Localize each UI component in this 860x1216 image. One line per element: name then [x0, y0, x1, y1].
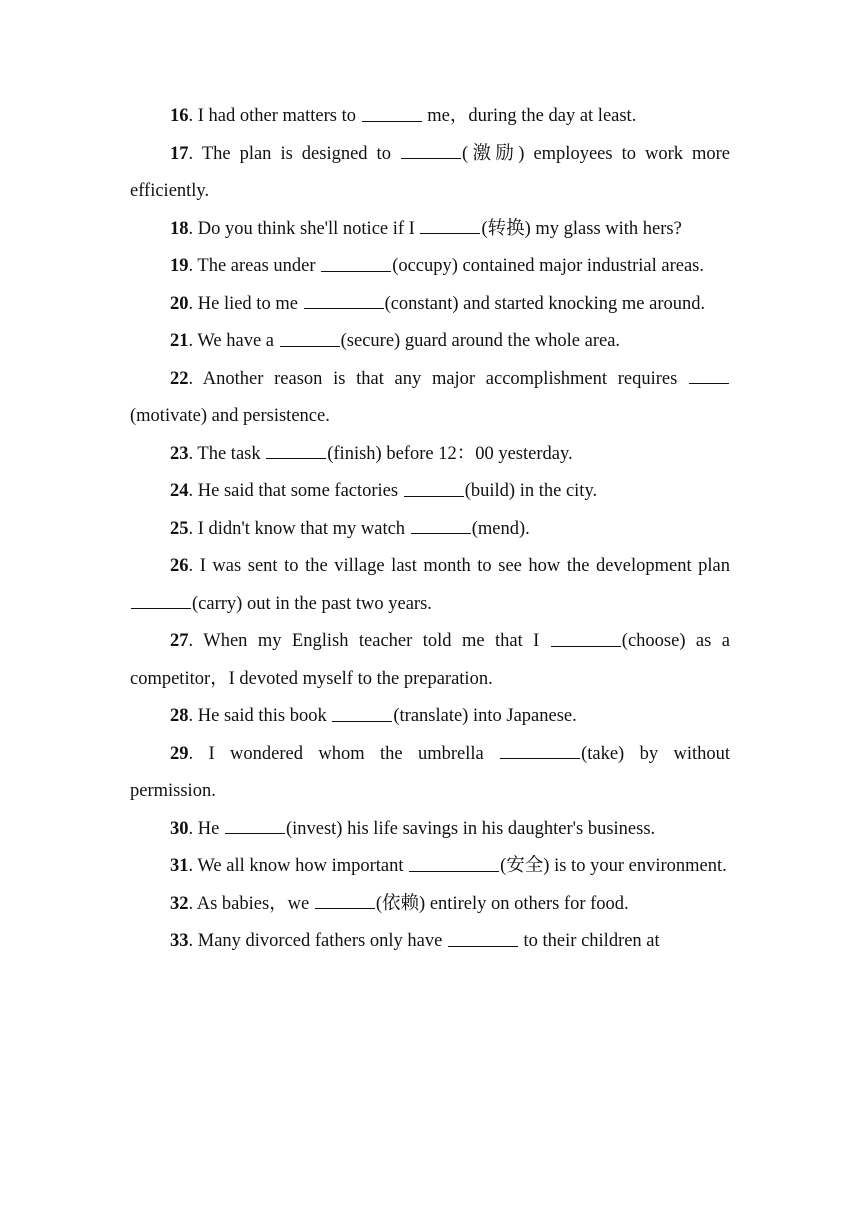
- question-number: [130, 856, 193, 876]
- question-text-after: (constant) and started knocking me around.: [384, 293, 706, 314]
- question-text-after: (invest) his life savings in his daughter's business.: [285, 818, 656, 839]
- question-number: [130, 819, 193, 839]
- question-number-text: 29: [170, 743, 189, 764]
- question-number: [130, 744, 193, 764]
- question-number-separator: .: [188, 293, 194, 314]
- answer-blank[interactable]: [409, 852, 499, 872]
- question-number-text: 30: [170, 818, 189, 839]
- question-text-after: (occupy) contained major industrial areas.: [392, 256, 704, 276]
- question-text-before: He: [197, 818, 224, 839]
- question-text-after: (激励) employees to work more efficiently.: [130, 143, 731, 201]
- question-item: [130, 511, 730, 549]
- question-number-text: 24: [170, 481, 189, 501]
- question-number-text: 25: [170, 518, 189, 539]
- question-text-before: He lied to me: [197, 293, 303, 314]
- question-number-separator: .: [188, 856, 194, 876]
- question-item: [130, 323, 730, 361]
- answer-blank[interactable]: [551, 627, 621, 647]
- question-text-after: (转换) my glass with hers?: [481, 218, 682, 239]
- question-text-after: (secure) guard around the whole area.: [340, 331, 621, 351]
- question-number: [130, 369, 193, 389]
- question-text-before: We have a: [197, 331, 279, 351]
- question-item: [130, 286, 730, 324]
- question-number-separator: .: [188, 481, 194, 501]
- answer-blank[interactable]: [411, 515, 471, 535]
- question-text-after: (依赖) entirely on others for food.: [375, 893, 629, 914]
- question-text-before: We all know how important: [197, 856, 409, 876]
- question-text-before: The plan is designed to: [201, 143, 400, 164]
- question-text-after: (carry) out in the past two years.: [192, 593, 432, 614]
- question-text-before: The areas under: [197, 256, 321, 276]
- question-text-after: (motivate) and persistence.: [130, 406, 330, 426]
- question-number: [130, 331, 193, 351]
- answer-blank[interactable]: [131, 590, 191, 610]
- answer-blank[interactable]: [266, 440, 326, 460]
- question-text-after: (finish) before 12：00 yesterday.: [327, 443, 573, 464]
- exercise-page: [130, 98, 730, 961]
- question-item: [130, 211, 730, 249]
- question-list: [130, 98, 730, 961]
- question-text-after: (translate) into Japanese.: [393, 706, 577, 726]
- question-text-after: (mend).: [471, 518, 530, 539]
- question-text-before: The task: [197, 443, 266, 464]
- question-number-text: 33: [170, 931, 189, 951]
- question-number-separator: .: [188, 143, 194, 164]
- question-item: [130, 436, 730, 474]
- question-item: [130, 736, 730, 811]
- question-number: [130, 144, 193, 164]
- question-number-separator: .: [188, 706, 194, 726]
- question-number-separator: .: [188, 893, 194, 914]
- question-text-after: (choose) as a competitor，I devoted myself to the preparation.: [130, 631, 730, 689]
- question-number: [130, 519, 193, 539]
- question-number-separator: .: [188, 631, 194, 651]
- question-number-text: 23: [170, 443, 189, 464]
- question-number: [130, 256, 193, 276]
- answer-blank[interactable]: [448, 927, 518, 947]
- question-number-text: 26: [170, 556, 189, 576]
- question-item: [130, 548, 730, 623]
- question-number-text: 27: [170, 631, 189, 651]
- answer-blank[interactable]: [304, 290, 384, 310]
- question-item: [130, 811, 730, 849]
- answer-blank[interactable]: [401, 140, 461, 160]
- question-item: [130, 886, 730, 924]
- question-number-text: 20: [170, 293, 189, 314]
- question-number-separator: .: [188, 818, 194, 839]
- question-number-separator: .: [188, 443, 194, 464]
- question-number: [130, 556, 193, 576]
- question-text-after: (take) by without permission.: [130, 743, 730, 801]
- question-number-separator: .: [188, 368, 194, 389]
- answer-blank[interactable]: [332, 702, 392, 722]
- question-text-before: Do you think she'll notice if I: [197, 218, 420, 239]
- question-number-text: 32: [170, 893, 189, 914]
- question-number-text: 31: [170, 856, 189, 876]
- question-item: [130, 98, 730, 136]
- answer-blank[interactable]: [689, 365, 729, 385]
- question-text-before: I wondered whom the umbrella: [208, 743, 500, 764]
- question-item: [130, 361, 730, 436]
- question-number: [130, 481, 193, 501]
- answer-blank[interactable]: [315, 890, 375, 910]
- question-text-before: I had other matters to: [197, 106, 361, 126]
- answer-blank[interactable]: [404, 477, 464, 497]
- question-text-after: (安全) is to your environment.: [500, 856, 727, 876]
- question-number: [130, 631, 193, 651]
- question-number-text: 21: [170, 331, 189, 351]
- question-number: [130, 106, 193, 126]
- question-text-after: to their children at: [518, 931, 660, 951]
- question-number-separator: .: [188, 743, 194, 764]
- question-number-text: 28: [170, 706, 189, 726]
- question-number: [130, 444, 193, 464]
- question-text-before: He said that some factories: [197, 481, 403, 501]
- answer-blank[interactable]: [420, 215, 480, 235]
- question-item: [130, 848, 730, 886]
- question-text-before: When my English teacher told me that I: [203, 631, 550, 651]
- question-text-after: (build) in the city.: [464, 481, 598, 501]
- answer-blank[interactable]: [500, 740, 580, 760]
- question-text-before: Another reason is that any major accomplishment requires: [202, 368, 688, 389]
- question-number: [130, 894, 193, 914]
- question-text-after: me，during the day at least.: [422, 106, 637, 126]
- question-item: [130, 623, 730, 698]
- question-number-text: 19: [170, 256, 189, 276]
- question-item: [130, 136, 730, 211]
- question-number-text: 18: [170, 218, 189, 239]
- answer-blank[interactable]: [225, 815, 285, 835]
- question-text-before: I didn't know that my watch: [197, 518, 410, 539]
- answer-blank[interactable]: [321, 252, 391, 272]
- answer-blank[interactable]: [362, 102, 422, 122]
- question-number-separator: .: [188, 106, 194, 126]
- question-number-separator: .: [188, 218, 194, 239]
- question-number-text: 17: [170, 143, 189, 164]
- question-number-text: 16: [170, 106, 189, 126]
- question-item: [130, 698, 730, 736]
- question-text-before: He said this book: [197, 706, 332, 726]
- question-text-before: I was sent to the village last month to see how the development plan: [199, 556, 731, 576]
- question-text-before: As babies，we: [196, 893, 314, 914]
- question-text-before: Many divorced fathers only have: [197, 931, 447, 951]
- question-number-separator: .: [188, 518, 194, 539]
- question-number-separator: .: [188, 931, 194, 951]
- question-number: [130, 219, 193, 239]
- question-number-separator: .: [188, 331, 194, 351]
- question-number: [130, 931, 193, 951]
- question-number: [130, 706, 193, 726]
- question-item: [130, 923, 730, 961]
- answer-blank[interactable]: [280, 327, 340, 347]
- question-number-separator: .: [188, 556, 194, 576]
- question-number-text: 22: [170, 368, 189, 389]
- question-number-separator: .: [188, 256, 194, 276]
- question-item: [130, 248, 730, 286]
- question-number: [130, 294, 193, 314]
- question-item: [130, 473, 730, 511]
